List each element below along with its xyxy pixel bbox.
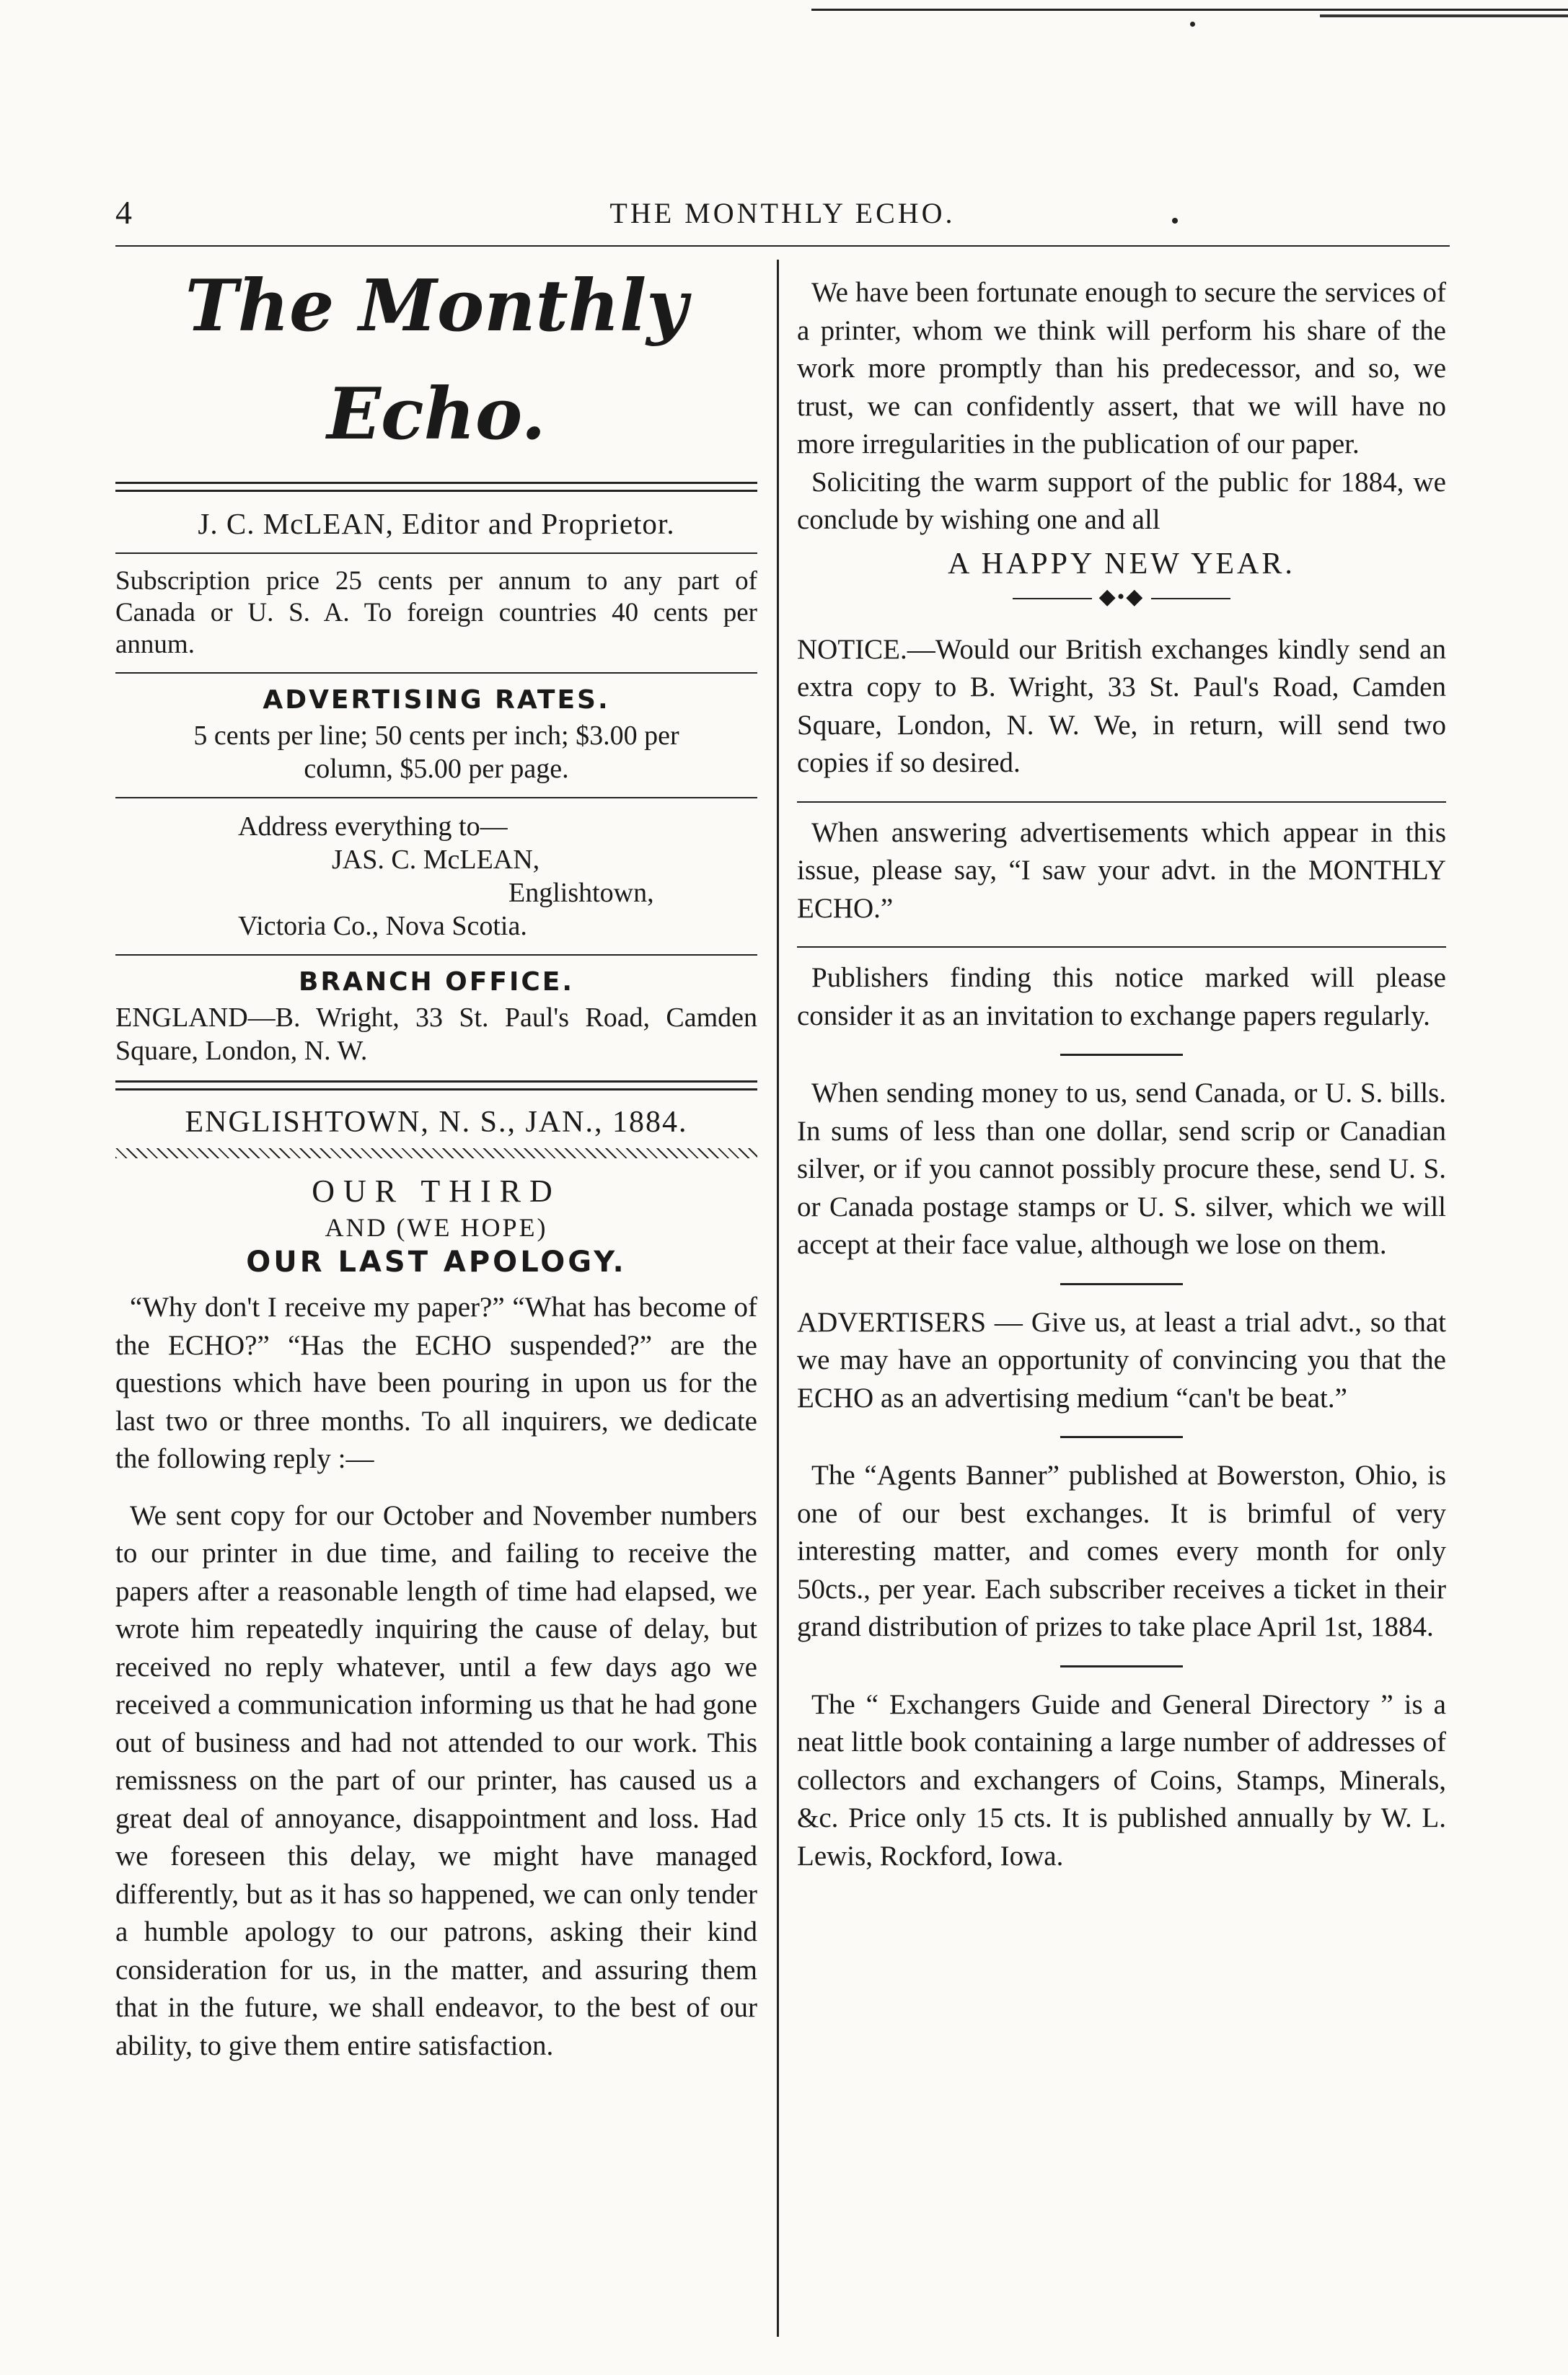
branch-heading: BRANCH OFFICE. xyxy=(298,967,575,997)
ad-rates-line: column, $5.00 per page. xyxy=(304,754,569,784)
running-title: THE MONTHLY ECHO. xyxy=(609,197,956,229)
address-name: JAS. C. McLEAN, xyxy=(332,845,540,875)
short-rule xyxy=(1060,1665,1183,1667)
printer-paragraph: We have been fortunate enough to secure the services of a printer, whom we think will perform his share of the work more promptly than his predecessor, and so, we trust, we can confidently assert, that we will have no more irregularities in the publication of our paper. xyxy=(797,277,1446,459)
agents-banner-notice: The “Agents Banner” published at Bowerston, Ohio, is one of our best exchanges. It is brimful of very interesting matter, and comes every month for only 50cts., per year. Each subscriber receives a ticket in their grand distribution of prizes to take place April 1st, 1884. xyxy=(797,1460,1446,1642)
scan-edge-line xyxy=(811,9,1568,11)
article-title: OUR THIRD xyxy=(312,1173,561,1209)
exchangers-guide-notice: The “ Exchangers Guide and General Directory ” is a neat little book containing a large number of addresses of collectors and exchangers of Coins, Stamps, Minerals, &c. Price only 15 cts. It is published annually by W. L. Lewis, Rockford, Iowa. xyxy=(797,1688,1446,1872)
right-column xyxy=(797,274,1446,1894)
masthead: The Monthly Echo. xyxy=(185,265,688,456)
scan-edge-line xyxy=(1320,14,1568,17)
article-paragraph: “Why don't I receive my paper?” “What has become of the ECHO?” “Has the ECHO suspended?” are the questions which have been pouring in upon us for the last two or three months. To all inquirers, we dedicate the following reply :— xyxy=(115,1292,757,1474)
short-rule xyxy=(1060,1054,1183,1056)
divider xyxy=(115,552,757,554)
divider xyxy=(797,946,1446,948)
ad-rates-heading: ADVERTISING RATES. xyxy=(263,685,610,715)
wavy-rule xyxy=(115,1148,757,1158)
section-rule xyxy=(115,1080,757,1090)
advertisement-notice: When answering advertisements which appear in this issue, please say, “I saw your advt. in the MONTHLY ECHO.” xyxy=(797,816,1446,924)
dateline: ENGLISHTOWN, N. S., JAN., 1884. xyxy=(185,1106,688,1139)
page-header xyxy=(115,193,1450,237)
divider xyxy=(797,801,1446,803)
divider xyxy=(115,797,757,798)
article-headline: OUR LAST APOLOGY. xyxy=(246,1246,627,1279)
address-town: Englishtown, xyxy=(508,878,654,908)
notice-paragraph: NOTICE.—Would our British exchanges kindly send an extra copy to B. Wright, 33 St. Paul's Road, Camden Square, London, N. W. We, in return, will send two copies if so desired. xyxy=(797,633,1446,778)
short-rule xyxy=(1060,1436,1183,1438)
masthead-rule xyxy=(115,482,757,492)
subscription-info: Subscription price 25 cents per annum to any part of Canada or U. S. A. To foreign countries 40 cents per annum. xyxy=(115,566,757,659)
ad-rates-line: 5 cents per line; 50 cents per inch; $3.00 per xyxy=(193,721,679,751)
address-block xyxy=(115,810,757,943)
money-notice: When sending money to us, send Canada, or U. S. bills. In sums of less than one dollar, send scrip or Canadian silver, or if you cannot possibly procure these, send U. S. or Canada postage stamps or U. S. silver, which we will accept at their face value, although we lose on them. xyxy=(797,1078,1446,1260)
advertisers-notice: ADVERTISERS — Give us, at least a trial advt., so that we may have an opportunity of convincing you that the ECHO as an advertising medium “can't be beat.” xyxy=(797,1306,1446,1414)
address-intro: Address everything to— xyxy=(238,811,508,842)
publishers-notice: Publishers finding this notice marked will please consider it as an invitation to exchange papers regularly. xyxy=(797,962,1446,1031)
header-dot xyxy=(1172,218,1178,224)
scan-speck xyxy=(1190,22,1195,27)
short-rule xyxy=(1060,1283,1183,1285)
divider xyxy=(115,672,757,674)
column-divider xyxy=(777,260,779,2337)
happy-new-year: A HAPPY NEW YEAR. xyxy=(948,547,1295,581)
branch-text: ENGLAND—B. Wright, 33 St. Paul's Road, Camden Square, London, N. W. xyxy=(115,1003,757,1066)
address-region: Victoria Co., Nova Scotia. xyxy=(238,911,527,941)
divider xyxy=(115,954,757,956)
article-subtitle: AND (WE HOPE) xyxy=(325,1213,548,1242)
header-rule xyxy=(115,245,1450,247)
closing-paragraph: Soliciting the warm support of the public for 1884, we conclude by wishing one and all xyxy=(797,466,1446,535)
editor-line: J. C. McLEAN, Editor and Proprietor. xyxy=(198,507,675,540)
article-paragraph: We sent copy for our October and November numbers to our printer in due time, and failing to receive the papers after a reasonable length of time had elapsed, we wrote him repeatedly inquiring the cause of delay, but received no reply whatever, until a few days ago we received a communication informing us that he had gone out of business and had not attended to our work. This remissness on the part of our printer, has caused us a great deal of annoyance, disappointment and loss. Had we foreseen this delay, we might have managed differently, but as it has so happened, we can only tender a humble apology to our patrons, asking their kind consideration for us, in the matter, and assuring them that in the future, we shall endeavor, to the best of our ability, to give them entire satisfaction. xyxy=(115,1499,757,2061)
page-number: 4 xyxy=(115,194,132,231)
left-column xyxy=(115,252,757,2084)
ornament-divider: ◆•◆ xyxy=(797,584,1446,609)
